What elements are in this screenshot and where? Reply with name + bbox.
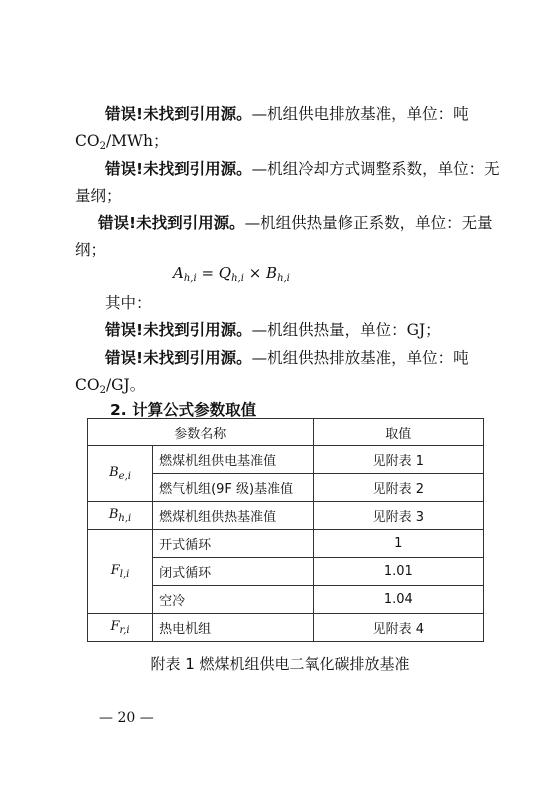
param-symbol: [88, 446, 153, 502]
definition-line-2-cont: 量纲；: [75, 187, 122, 205]
param-name: 燃煤机组供电基准值: [153, 446, 314, 474]
param-value: 见附表 2: [313, 474, 483, 502]
definition-line-3: [98, 213, 493, 233]
definition-line-3-cont: 纲；: [75, 241, 107, 259]
page-number: — 20 —: [99, 710, 154, 726]
param-value: 见附表 3: [313, 502, 483, 530]
symbol-subscript: h,i: [118, 513, 132, 524]
param-value: 见附表 1: [313, 446, 483, 474]
formula-times: ×: [243, 264, 267, 282]
definition-text: —机组供热量，单位：GJ；: [251, 321, 441, 339]
param-name: 燃气机组(9F 级)基准值: [153, 474, 314, 502]
symbol-subscript: e,i: [118, 471, 131, 482]
unit-suffix: /GJ。: [105, 376, 146, 394]
definition-line-4: [105, 320, 441, 340]
error-reference: 错误!未找到引用源。: [105, 349, 252, 367]
error-reference: 错误!未找到引用源。: [105, 105, 252, 123]
definition-text: —机组供热排放基准，单位：吨: [251, 349, 469, 367]
table-row: [88, 446, 484, 474]
definition-line-1-cont: [75, 131, 168, 157]
param-name: 开式循环: [153, 530, 314, 558]
error-reference: 错误!未找到引用源。: [105, 160, 252, 178]
header-param-name: 参数名称: [88, 419, 314, 446]
symbol-letter: F: [110, 563, 120, 578]
formula-b-sub: h,i: [277, 273, 290, 284]
table-row: [88, 530, 484, 558]
param-symbol: [88, 614, 153, 642]
table-row: [88, 614, 484, 642]
formula-lhs: A: [173, 264, 184, 282]
header-value: 取值: [313, 419, 483, 446]
symbol-subscript: r,i: [119, 625, 130, 636]
definition-text: —机组供热量修正系数，单位：无量: [244, 214, 493, 232]
param-name: 热电机组: [153, 614, 314, 642]
param-value: 1.04: [313, 586, 483, 614]
formula-lhs-sub: h,i: [183, 273, 197, 284]
formula-b: B: [266, 264, 278, 282]
param-value: 1: [313, 530, 483, 558]
definition-text: —机组冷却方式调整系数，单位：无: [251, 160, 500, 178]
param-value: 1.01: [313, 558, 483, 586]
parameter-table: [87, 418, 484, 642]
formula-q-sub: h,i: [231, 273, 244, 284]
symbol-letter: B: [109, 465, 119, 480]
error-reference: 错误!未找到引用源。: [98, 214, 245, 232]
symbol-letter: B: [108, 507, 119, 522]
param-name: 闭式循环: [153, 558, 314, 586]
definition-line-2: [105, 159, 500, 179]
param-symbol: [88, 502, 153, 530]
table-caption: 附表 1 燃煤机组供电二氧化碳排放基准: [150, 655, 410, 673]
definition-text: —机组供电排放基准，单位：吨: [251, 105, 469, 123]
formula-equals: =: [196, 264, 219, 282]
symbol-letter: F: [110, 619, 120, 634]
definition-line-5: [105, 348, 469, 368]
formula-q: Q: [218, 264, 232, 282]
section-heading: 2. 计算公式参数取值: [110, 401, 257, 419]
error-reference: 错误!未找到引用源。: [105, 321, 252, 339]
param-value: 见附表 4: [313, 614, 483, 642]
symbol-subscript: l,i: [119, 569, 130, 580]
table-header-row: [88, 419, 484, 446]
other-label: 其中：: [105, 294, 152, 312]
unit-suffix: /MWh；: [105, 132, 169, 150]
table-row: [88, 502, 484, 530]
param-name: 燃煤机组供热基准值: [153, 502, 314, 530]
unit-subscript: 2: [99, 141, 106, 152]
unit-subscript: 2: [99, 385, 106, 396]
formula: [173, 264, 290, 284]
param-name: 空冷: [153, 586, 314, 614]
param-symbol: [88, 530, 153, 614]
unit-prefix: CO: [75, 376, 100, 394]
definition-line-1: [105, 104, 469, 124]
unit-prefix: CO: [75, 132, 100, 150]
